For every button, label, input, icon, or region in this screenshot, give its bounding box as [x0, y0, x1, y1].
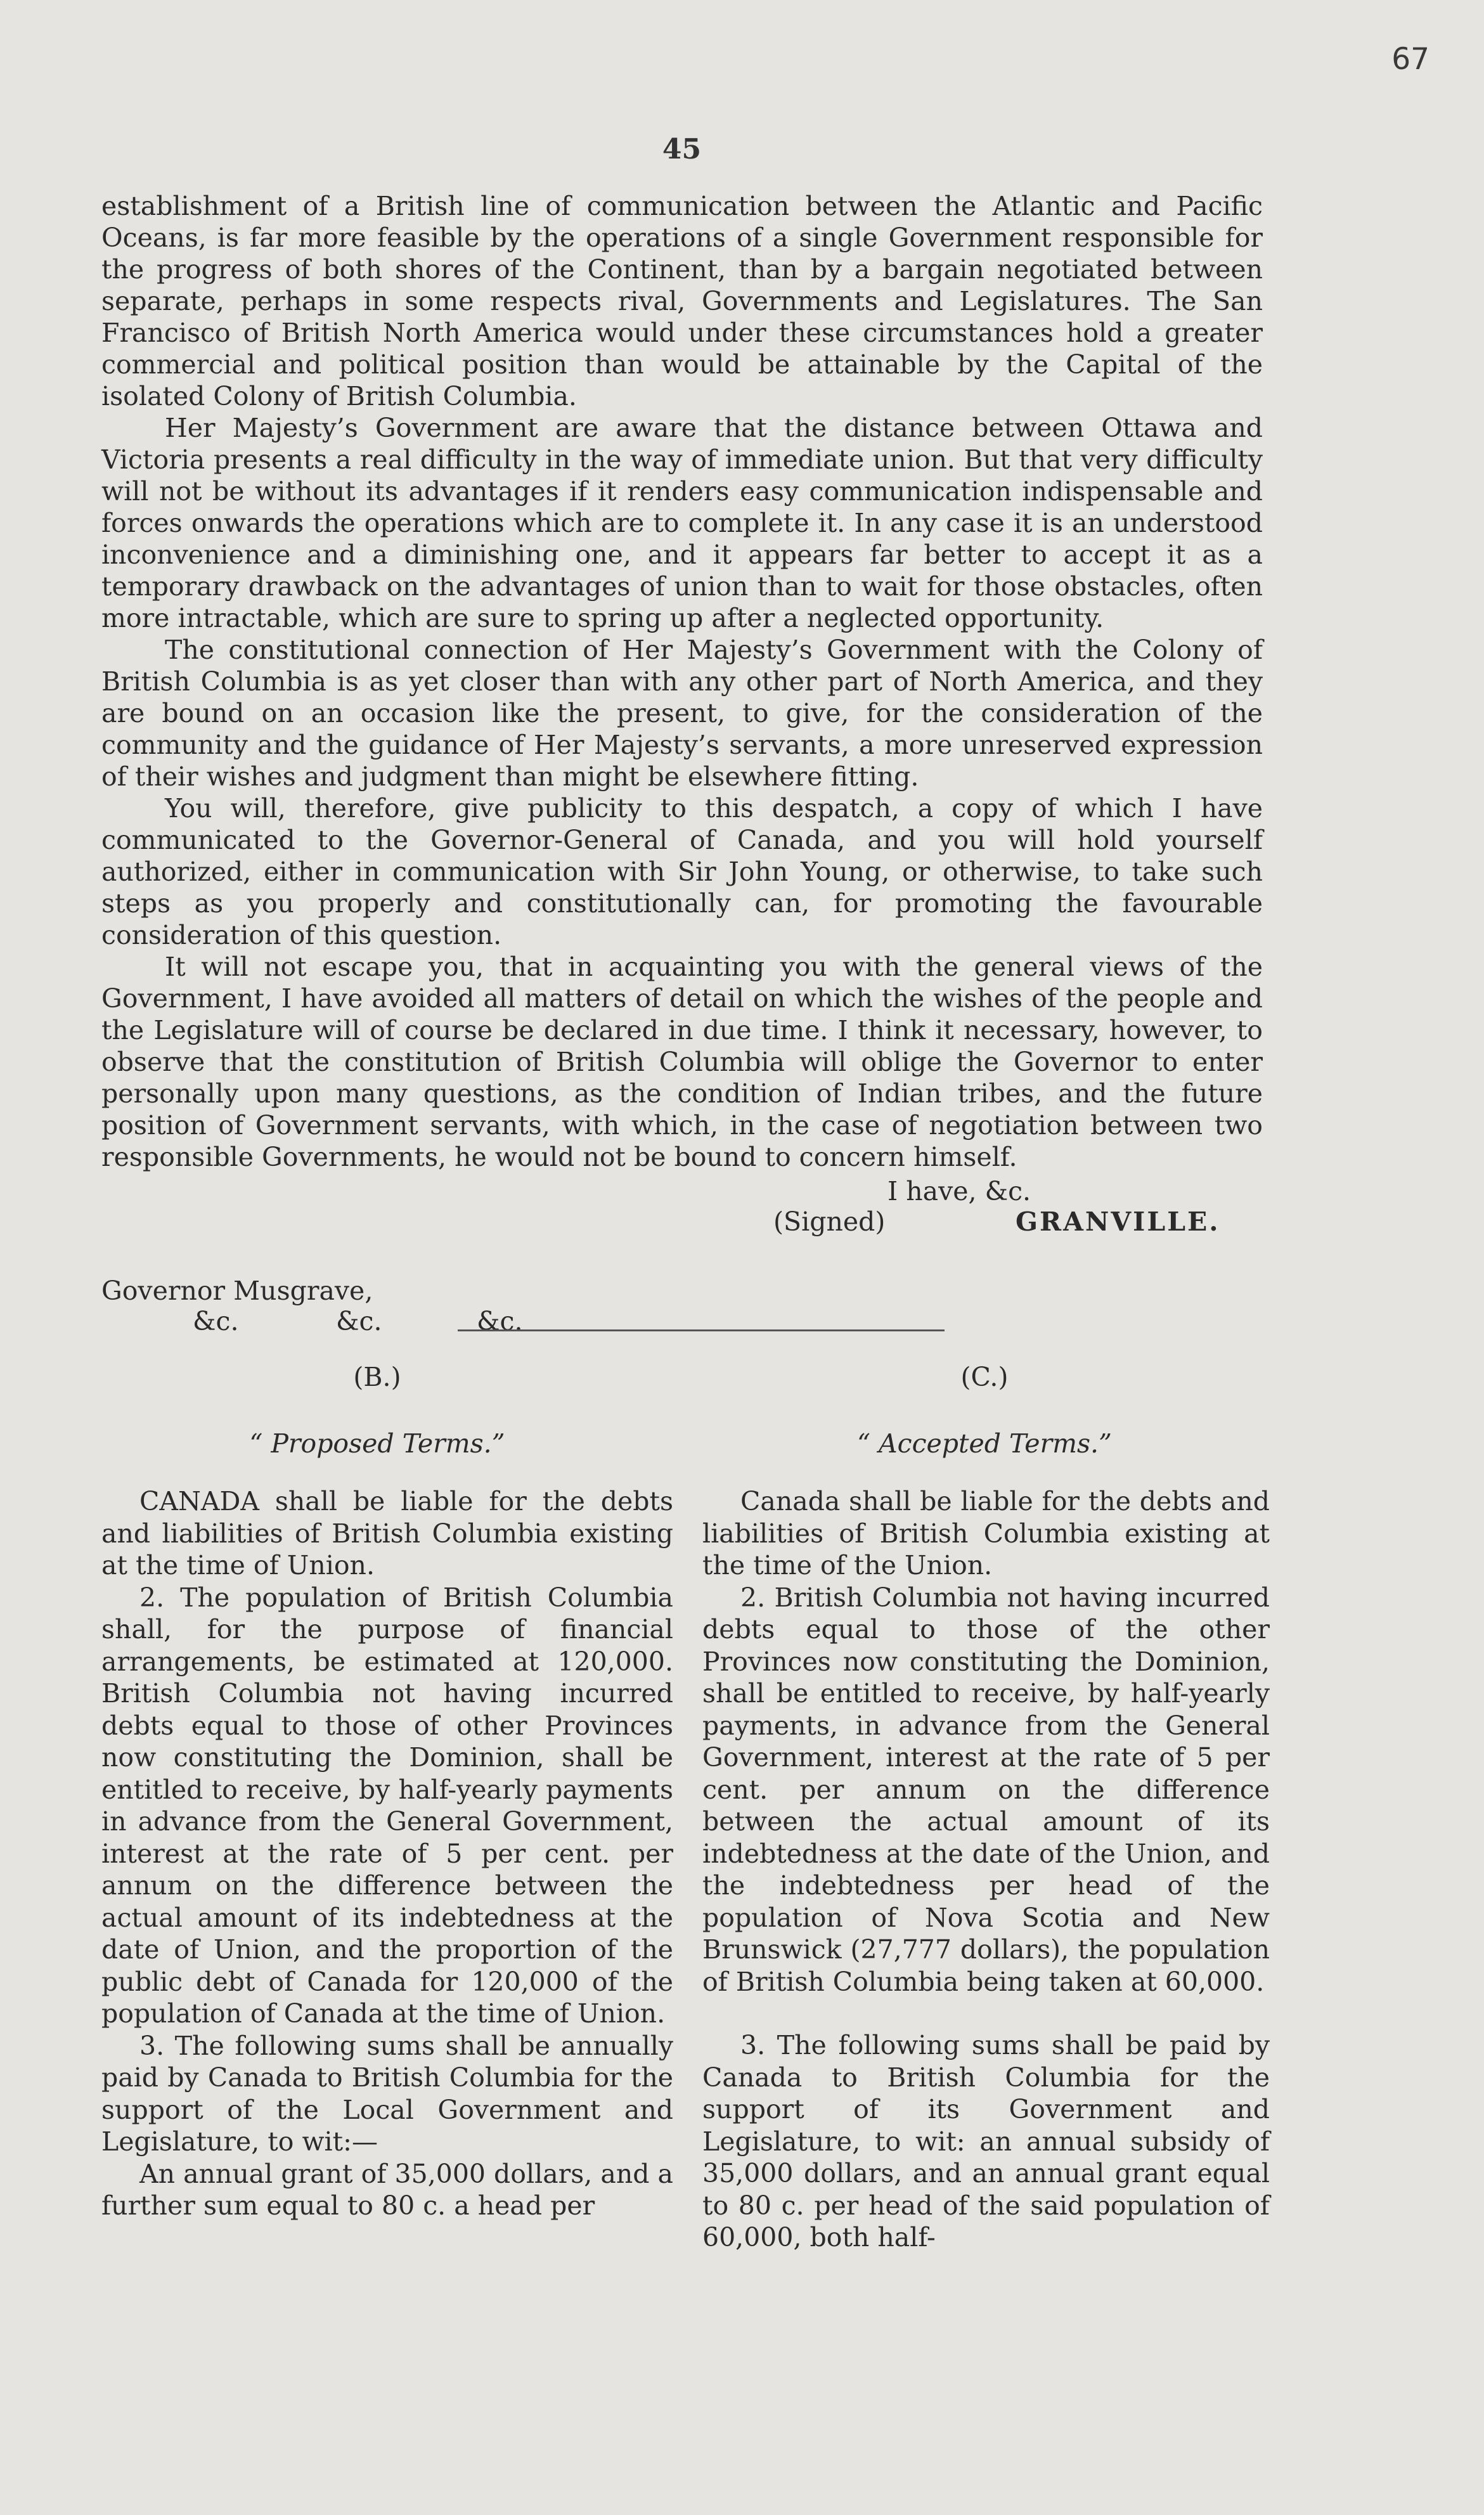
- left-paragraph-2: 2. The population of British Columbia shall, for the purpose of financial arrangements, be estimated at 120,000. British Columbia not having incurred debts equal to those of other Provinces now constituting the Dominion, shall be entitled to receive, by half-yearly payments in advance from the General Government, interest at the rate of 5 per cent. per annum on the difference between the actual amount of its indebtedness at the date of Union, and the proportion of the public debt of Canada for 120,000 of the population of Canada at the time of Union.: [101, 1582, 673, 2029]
- despatch-body: [101, 190, 1263, 1173]
- right-paragraph-2: 2. British Columbia not having incurred debts equal to those of the other Provinces now constituting the Dominion, shall be entitled to receive, by half-yearly payments, in advance from the General Government, interest at the rate of 5 per cent. per annum on the difference between the actual amount of its indebtedness at the date of the Union, and the indebtedness per head of the population of Nova Scotia and New Brunswick (27,777 dollars), the population of British Columbia being taken at 60,000.: [702, 1582, 1270, 1997]
- etc-3: &c.: [477, 1306, 523, 1336]
- left-paragraph-3: 3. The following sums shall be annually paid by Canada to British Columbia for the support of the Local Government and Legislature, to wit:—: [101, 2030, 673, 2157]
- etc-2: &c.: [336, 1306, 382, 1336]
- left-column: [101, 1485, 673, 2222]
- etc-1: &c.: [193, 1306, 239, 1336]
- paragraph-1: establishment of a British line of communication between the Atlantic and Pacific Oceans, is far more feasible by the operations of a single Government responsible for the progress of both shores of the Continent, than by a bargain negotiated between separate, perhaps in some respects rival, Governments and Legislatures. The San Francisco of British North America would under these circumstances hold a greater commercial and political position than would be attainable by the Capital of the isolated Colony of British Columbia.: [101, 191, 1263, 411]
- left-column-subheading: “ Proposed Terms.”: [249, 1428, 505, 1459]
- addressee: Governor Musgrave,: [101, 1276, 373, 1306]
- paragraph-2: Her Majesty’s Government are aware that the distance between Ottawa and Victoria presents a real difficulty in the way of immediate union. But that very difficulty will not be without its advantages if it renders easy communication indispensable and forces onwards the operations which are to complete it. In any case it is an understood inconvenience and a diminishing one, and it appears far better to accept it as a temporary drawback on the advantages of union than to wait for those obstacles, often more intractable, which are sure to spring up after a neglected opportunity.: [101, 413, 1263, 633]
- paragraph-5: It will not escape you, that in acquainting you with the general views of the Government, I have avoided all matters of detail on which the wishes of the people and the Legislature will of course be declared in due time. I think it necessary, however, to observe that the constitution of British Columbia will oblige the Governor to enter personally upon many questions, as the condition of Indian tribes, and the future position of Government servants, with which, in the case of negotiation between two responsible Governments, he would not be bound to concern himself.: [101, 952, 1263, 1172]
- right-column: [702, 1485, 1270, 2254]
- page-number-outer: 67: [1391, 42, 1429, 77]
- right-column-heading: (C.): [960, 1362, 1009, 1392]
- signed-label: (Signed): [773, 1206, 886, 1237]
- left-paragraph-1: CANADA shall be liable for the debts and liabilities of British Columbia existing at the time of Union.: [101, 1486, 673, 1581]
- page-number-inner: 45: [662, 133, 702, 165]
- left-column-heading: (B.): [353, 1362, 401, 1392]
- right-column-subheading: “ Accepted Terms.”: [857, 1428, 1112, 1459]
- section-divider: [458, 1329, 945, 1331]
- paragraph-4: You will, therefore, give publicity to this despatch, a copy of which I have communicated to the Governor-General of Canada, and you will hold yourself authorized, either in communication with Sir John Young, or otherwise, to take such steps as you properly and constitutionally can, for promoting the favourable consideration of this question.: [101, 793, 1263, 950]
- closing-line: I have, &c.: [887, 1176, 1031, 1206]
- signatory-name: GRANVILLE.: [1016, 1206, 1220, 1237]
- right-paragraph-1: Canada shall be liable for the debts and liabilities of British Columbia existing at the time of the Union.: [702, 1486, 1270, 1581]
- left-paragraph-4: An annual grant of 35,000 dollars, and a further sum equal to 80 c. a head per: [101, 2158, 673, 2221]
- right-paragraph-3: 3. The following sums shall be paid by Canada to British Columbia for the support of its Government and Legislature, to wit: an annual subsidy of 35,000 dollars, and an annual grant equal to 80 c. per head of the said population of 60,000, both half-: [702, 2030, 1270, 2253]
- paragraph-3: The constitutional connection of Her Majesty’s Government with the Colony of British Columbia is as yet closer than with any other part of North America, and they are bound on an occasion like the present, to give, for the consideration of the community and the guidance of Her Majesty’s servants, a more unreserved expression of their wishes and judgment than might be elsewhere fitting.: [101, 635, 1263, 792]
